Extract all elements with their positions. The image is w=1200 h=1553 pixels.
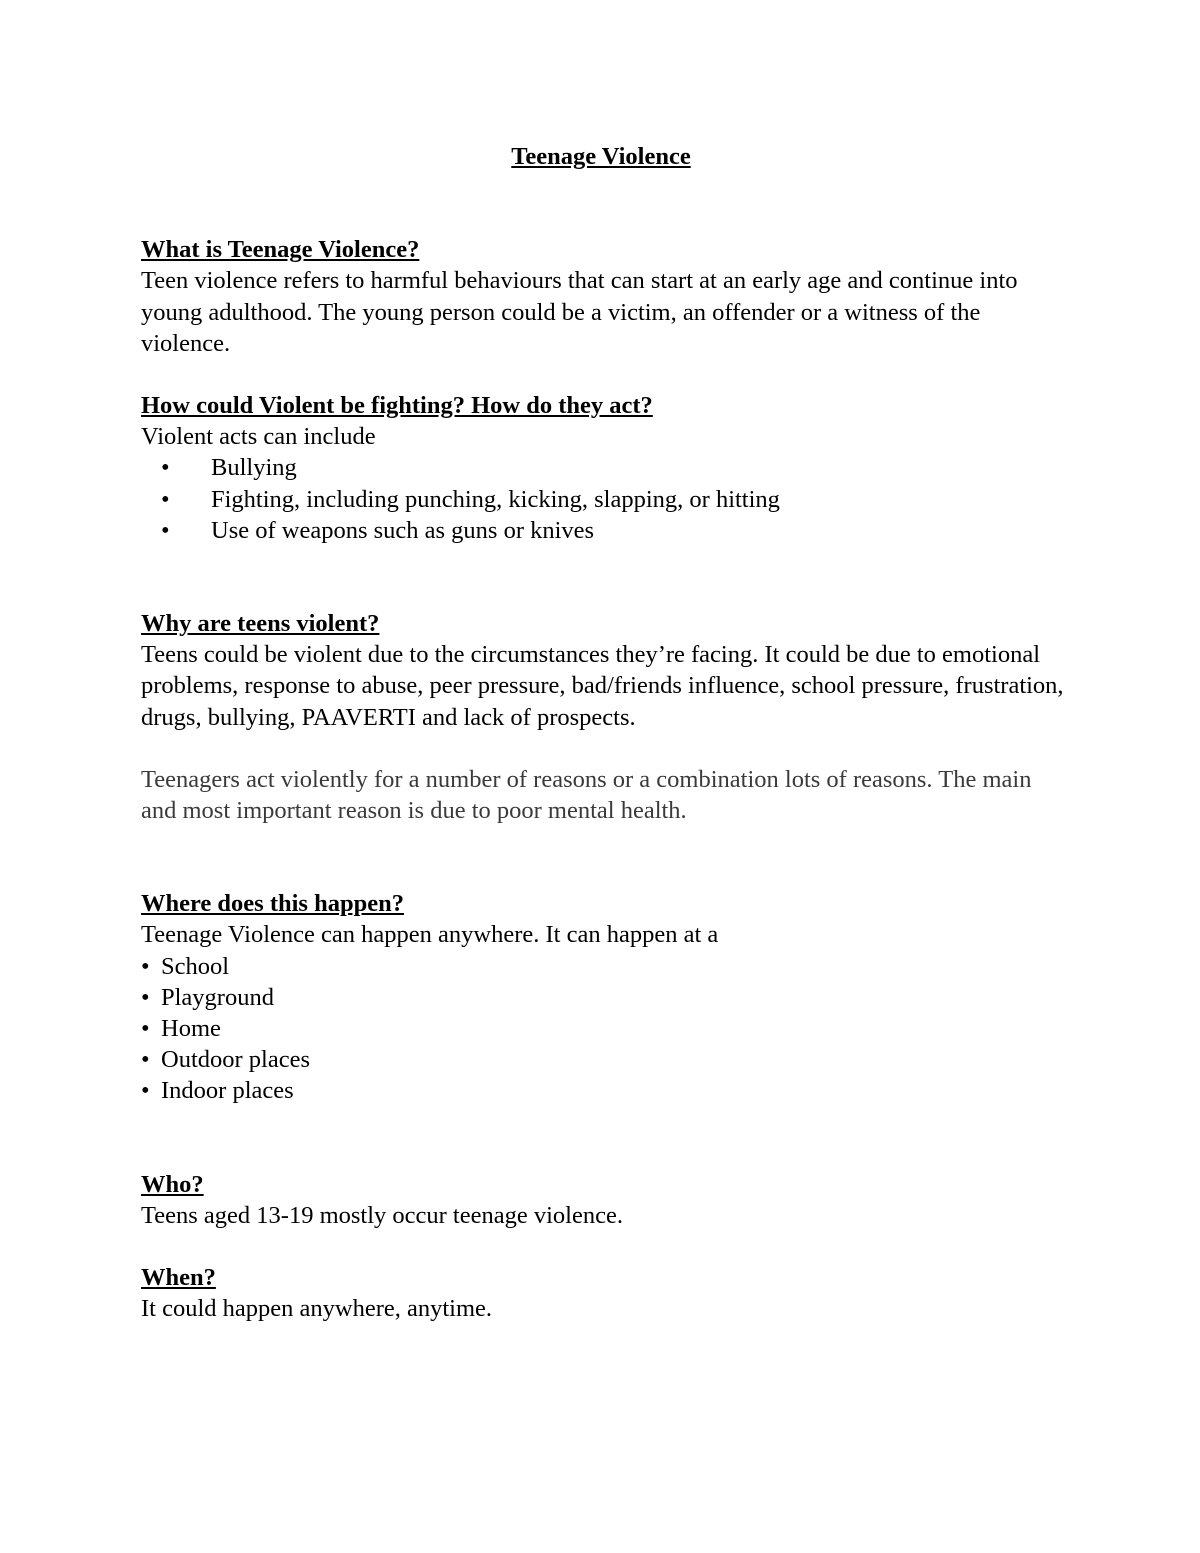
list-item-text: Outdoor places: [161, 1046, 310, 1074]
list-item-text: Home: [161, 1015, 221, 1043]
list-item: [141, 951, 1071, 982]
section-intro-how: Violent acts can include: [141, 423, 376, 451]
spacer: [141, 172, 1071, 234]
section-heading-when: When?: [141, 1264, 216, 1292]
section-body-why: Teens could be violent due to the circumstances they’re facing. It could be due to emotional problems, response to abuse, peer pressure, bad/friends influence, school pressure, frustration, drugs, bullying, PAAVERTI and lack of prospects.: [141, 641, 1064, 731]
section-heading-where: Where does this happen?: [141, 890, 404, 918]
bullet-icon: •: [141, 983, 150, 1011]
spacer: [141, 1231, 1071, 1262]
list-item-text: School: [161, 952, 230, 980]
section-body-who: Teens aged 13-19 mostly occur teenage violence.: [141, 1201, 623, 1229]
list-violent-acts: [141, 452, 1071, 546]
section-heading-what: What is Teenage Violence?: [141, 236, 420, 264]
bullet-icon: •: [141, 952, 150, 980]
document-title: Teenage Violence: [511, 143, 691, 170]
list-item: [141, 452, 1071, 483]
list-item-text: Use of weapons such as guns or knives: [211, 516, 595, 544]
section-intro-where: Teenage Violence can happen anywhere. It can happen at a: [141, 921, 719, 949]
section-body-when: It could happen anywhere, anytime.: [141, 1295, 493, 1323]
list-item: [141, 484, 1071, 515]
spacer: [141, 546, 1071, 608]
list-places: [141, 951, 1071, 1107]
section-body-what: Teen violence refers to harmful behaviours that can start at an early age and continue into young adulthood. The young person could be a victim, an offender or a witness of the violence.: [141, 267, 1018, 357]
bullet-icon: •: [141, 1046, 150, 1074]
list-item-text: Playground: [161, 983, 274, 1011]
spacer: [141, 1107, 1071, 1169]
list-item-text: Indoor places: [161, 1077, 294, 1105]
document-body: [141, 141, 1071, 1324]
bullet-icon: •: [141, 1077, 150, 1105]
list-item: [141, 1013, 1071, 1044]
list-item: [141, 1044, 1071, 1075]
bullet-icon: •: [161, 454, 170, 482]
bullet-icon: •: [141, 1015, 150, 1043]
bullet-icon: •: [161, 485, 170, 513]
section-body-why-2: Teenagers act violently for a number of reasons or a combination lots of reasons. The main and most important reason is due to poor mental health.: [141, 765, 1032, 825]
section-heading-why: Why are teens violent?: [141, 610, 380, 638]
section-heading-who: Who?: [141, 1170, 204, 1198]
spacer: [141, 359, 1071, 390]
section-heading-how: How could Violent be fighting? How do they act?: [141, 392, 653, 420]
list-item: [141, 982, 1071, 1013]
spacer: [141, 733, 1071, 764]
list-item: [141, 1075, 1071, 1106]
bullet-icon: •: [161, 516, 170, 544]
list-item-text: Bullying: [211, 454, 297, 482]
list-item-text: Fighting, including punching, kicking, slapping, or hitting: [211, 485, 780, 513]
spacer: [141, 826, 1071, 888]
list-item: [141, 515, 1071, 546]
